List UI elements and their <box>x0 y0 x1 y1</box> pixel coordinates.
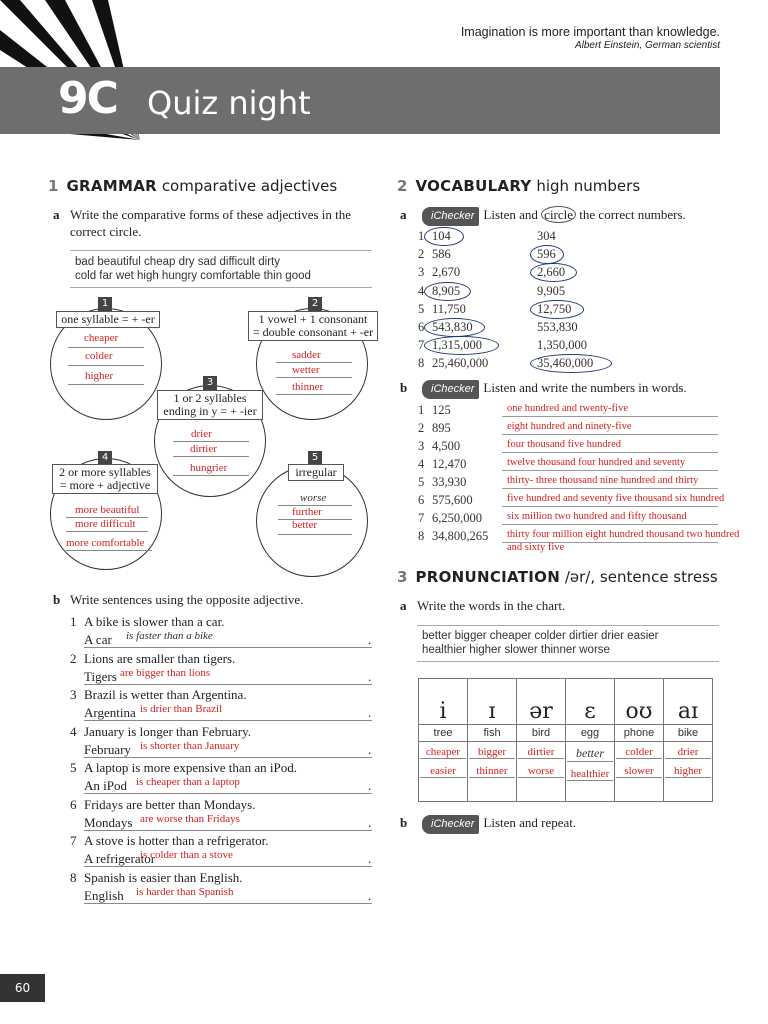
sound-answers <box>664 742 713 802</box>
pair-number: 6 <box>418 320 425 334</box>
answer-text: is faster than a bike <box>126 630 213 642</box>
period: . <box>368 851 372 866</box>
sound-symbol: i <box>419 679 468 725</box>
sentence-number: 3 <box>70 687 77 702</box>
answer-text: bigger <box>469 746 515 759</box>
rule-text-line-2: = double consonant + -er <box>252 325 374 339</box>
word-item-value: 33,930 <box>432 475 467 489</box>
period: . <box>368 668 372 684</box>
word-item-number: 4 <box>418 457 425 471</box>
sentence-prompt: Lions are smaller than tigers. <box>84 650 236 666</box>
sound-answers <box>517 742 566 802</box>
answer-text-given: worse <box>300 492 327 504</box>
sentence-number: 1 <box>70 614 77 629</box>
answer-text: wetter <box>292 364 320 376</box>
pair-left: 1,315,000 <box>432 338 482 353</box>
exercise-label-a: a <box>400 598 407 613</box>
answer-line <box>502 524 718 525</box>
pair-left: 8,905 <box>432 283 461 298</box>
answer-text: colder <box>616 746 662 759</box>
pair-number: 7 <box>418 338 425 353</box>
pair-left: 543,830 <box>432 320 473 334</box>
sentence-number: 8 <box>70 869 77 885</box>
pair-right: 35,460,000 <box>537 356 594 371</box>
pair-left: 25,460,000 <box>432 356 489 371</box>
period: . <box>368 778 372 793</box>
answer-text: healthier <box>567 768 613 781</box>
instruction-part: Listen and <box>483 207 542 222</box>
answer-text: thirty four million eight hundred thousand two hundred <box>507 529 740 540</box>
answer-text: more difficult <box>75 518 136 530</box>
answer-circle <box>530 245 564 264</box>
word-item-number: 7 <box>418 511 425 525</box>
answer-text: is cheaper than a laptop <box>136 776 240 788</box>
quote-block <box>461 25 720 51</box>
pair-right: 1,350,000 <box>537 338 587 353</box>
answer-text: higher <box>665 765 711 778</box>
sentence-prompt: Brazil is wetter than Argentina. <box>84 687 247 702</box>
sound-symbol: ɛ <box>566 679 615 725</box>
answer-text: worse <box>518 765 564 778</box>
sound-symbol: ɪ <box>468 679 517 725</box>
ichecker-badge[interactable]: iChecker <box>422 207 479 226</box>
unit-number: 9C <box>58 73 117 124</box>
rule-box-1 <box>56 311 160 328</box>
sentence-prompt: A laptop is more expensive than an iPod. <box>84 760 298 775</box>
answer-line <box>502 434 718 435</box>
answer-line <box>502 470 718 471</box>
exercise-label-b: b <box>400 815 408 830</box>
answer-text: is colder than a stove <box>140 849 233 861</box>
pair-number: 8 <box>418 356 425 371</box>
word-bank-line-1: bad beautiful cheap dry sad difficult dirty <box>75 256 280 268</box>
answer-text: is shorter than January <box>140 739 240 752</box>
pair-number: 5 <box>418 301 425 316</box>
answer-text: drier <box>665 746 711 759</box>
answer-line <box>502 488 718 489</box>
sentence-start: Mondays <box>84 814 133 830</box>
ichecker-badge[interactable]: iChecker <box>422 815 479 834</box>
sentence-prompt: Spanish is easier than English. <box>84 869 243 885</box>
grammar-heading <box>48 177 337 195</box>
rule-box-4 <box>52 464 158 494</box>
group-number-1: 1 <box>98 297 112 311</box>
sound-answers <box>566 742 615 802</box>
word-item-value: 6,250,000 <box>432 511 482 525</box>
exercise-label-a: a <box>400 207 407 222</box>
sound-word: bird <box>517 725 566 742</box>
word-item-number: 2 <box>418 421 425 435</box>
word-item-value: 575,600 <box>432 493 473 507</box>
sentence-number: 6 <box>70 796 77 812</box>
sentence-number: 2 <box>70 650 77 666</box>
sentence-start: Argentina <box>84 705 136 720</box>
answer-text: four thousand five hundred <box>507 439 622 450</box>
answer-line <box>502 416 718 417</box>
sound-word: phone <box>615 725 664 742</box>
sound-symbol: ər <box>517 679 566 725</box>
pron-heading <box>397 568 718 586</box>
sentence-prompt: January is longer than February. <box>84 723 252 739</box>
word-item-number: 6 <box>418 493 425 507</box>
quote-text: Imagination is more important than knowledge. <box>460 25 720 39</box>
sentence-start: English <box>84 887 124 903</box>
answer-text: and sixty five <box>507 542 565 553</box>
vocab-heading <box>397 177 640 195</box>
word-bank-line-1: better bigger cheaper colder dirtier drier easier <box>422 630 659 642</box>
word-item-value: 125 <box>432 403 451 417</box>
word-item-value: 34,800,265 <box>432 529 489 543</box>
answer-text: five hundred and seventy five thousand six hundred <box>507 493 725 504</box>
section-topic: /ər/, sentence stress <box>564 568 718 586</box>
sound-word: tree <box>419 725 468 742</box>
page-title: Quiz night <box>147 84 311 122</box>
answer-text: better <box>567 746 613 762</box>
answer-text: higher <box>85 370 114 382</box>
page-number: 60 <box>0 974 45 1002</box>
answer-text: thirty- three thousand nine hundred and thirty <box>507 475 699 486</box>
period: . <box>368 741 372 757</box>
answer-text: six million two hundred and fifty thousand <box>507 511 687 522</box>
rule-text-line-1: 1 or 2 syllables <box>173 391 247 405</box>
exercise-instruction <box>422 206 686 226</box>
sentence-start: A refrigerator <box>84 851 156 866</box>
pair-left: 11,750 <box>432 301 466 316</box>
exercise-label-a: a <box>53 207 60 222</box>
answer-circle <box>424 336 499 355</box>
pair-number: 1 <box>418 229 425 243</box>
instruction-part: the correct numbers. <box>576 207 686 222</box>
sentence-start: February <box>84 741 131 757</box>
pair-number: 2 <box>418 247 425 262</box>
exercise-instruction: Write the words in the chart. <box>417 598 566 613</box>
answer-circle <box>424 318 485 337</box>
answer-text: is drier than Brazil <box>140 703 223 715</box>
sentence-start: A car <box>84 632 112 647</box>
answer-text: cheaper <box>420 746 466 759</box>
ichecker-badge[interactable]: iChecker <box>422 380 479 399</box>
rule-box-2 <box>248 311 378 341</box>
pair-right: 596 <box>537 247 556 262</box>
group-number-5: 5 <box>308 451 322 465</box>
sound-answers <box>419 742 468 802</box>
rule-text: irregular <box>295 465 337 479</box>
answer-text: slower <box>616 765 662 778</box>
sentence-prompt: A stove is hotter than a refrigerator. <box>84 833 269 848</box>
answer-text: one hundred and twenty-five <box>507 403 629 414</box>
answer-text: is harder than Spanish <box>136 885 234 898</box>
section-title: PRONUNCIATION <box>415 568 561 586</box>
pair-right: 9,905 <box>537 283 566 298</box>
period: . <box>368 705 372 720</box>
pair-right: 12,750 <box>537 301 572 316</box>
section-topic: high numbers <box>536 177 641 195</box>
period: . <box>368 814 372 830</box>
word-item-number: 8 <box>418 529 425 543</box>
answer-text: eight hundred and ninety-five <box>507 421 632 432</box>
sound-chart <box>418 678 713 802</box>
answer-text: better <box>292 519 318 531</box>
section-number: 1 <box>48 177 59 195</box>
sound-word: fish <box>468 725 517 742</box>
pair-right: 553,830 <box>537 320 578 334</box>
sentence-start: An iPod <box>84 778 127 793</box>
pair-right: 304 <box>537 229 556 243</box>
rule-text-line-2: = more + adjective <box>59 478 151 492</box>
answer-text: easier <box>420 765 466 778</box>
answer-text: dirtier <box>190 443 217 455</box>
answer-line <box>502 452 718 453</box>
rule-text: one syllable = + -er <box>61 312 155 326</box>
period: . <box>368 632 372 647</box>
section-number: 2 <box>397 177 408 195</box>
answer-text: more comfortable <box>66 537 145 549</box>
group-number-4: 4 <box>98 451 112 465</box>
pair-left: 2,670 <box>432 265 461 280</box>
sound-word: egg <box>566 725 615 742</box>
answer-text: are bigger than lions <box>120 666 211 679</box>
exercise-instruction <box>422 814 576 834</box>
word-bank-line-2: healthier higher slower thinner worse <box>422 644 610 656</box>
section-title: VOCABULARY <box>415 177 532 195</box>
exercise-instruction: Write the comparative forms of these adjectives in the correct circle. <box>70 207 352 239</box>
word-bank-line-2: cold far wet high hungry comfortable thin good <box>75 270 311 282</box>
exercise-instruction <box>422 379 687 399</box>
rule-box-3 <box>157 390 263 420</box>
answer-text: thinner <box>469 765 515 778</box>
period: . <box>368 887 372 903</box>
sentence-start: Tigers <box>84 668 117 684</box>
word-item-value: 12,470 <box>432 457 467 471</box>
sentence-prompt: A bike is slower than a car. <box>84 614 225 629</box>
sentence-number: 7 <box>70 833 77 848</box>
answer-text: are worse than Fridays <box>140 812 240 825</box>
answer-text: hungrier <box>190 462 228 474</box>
answer-text: twelve thousand four hundred and seventy <box>507 457 686 468</box>
pair-left: 104 <box>432 229 451 243</box>
pair-right: 2,660 <box>537 265 566 280</box>
answer-line <box>502 506 718 507</box>
section-topic: comparative adjectives <box>161 177 338 195</box>
answer-text: more beautiful <box>75 504 140 516</box>
exercise-label-b: b <box>53 592 61 607</box>
section-title: GRAMMAR <box>66 177 158 195</box>
word-item-value: 895 <box>432 421 451 435</box>
sound-symbol: oʊ <box>615 679 664 725</box>
sound-symbol: aɪ <box>664 679 713 725</box>
pair-number: 3 <box>418 265 425 280</box>
answer-circle <box>424 227 464 246</box>
answer-circle <box>424 282 471 301</box>
word-item-value: 4,500 <box>432 439 461 453</box>
answer-circle <box>530 263 577 282</box>
answer-text: colder <box>85 350 113 362</box>
rule-text-line-1: 1 vowel + 1 consonant <box>258 312 368 326</box>
answer-circle <box>530 300 584 319</box>
answer-text: cheaper <box>84 332 119 344</box>
sound-answers <box>468 742 517 802</box>
sound-answers <box>615 742 664 802</box>
exercise-instruction: Write sentences using the opposite adjective. <box>70 592 304 607</box>
rule-text-line-1: 2 or more syllables <box>59 465 151 479</box>
word-item-number: 3 <box>418 439 425 453</box>
sentence-number: 5 <box>70 760 77 775</box>
section-number: 3 <box>397 568 408 586</box>
instruction-text: Listen and write the numbers in words. <box>483 380 687 395</box>
group-number-2: 2 <box>308 297 322 311</box>
pair-left: 586 <box>432 247 451 262</box>
quote-author: Albert Einstein, German scientist <box>574 40 720 51</box>
group-number-3: 3 <box>203 376 217 390</box>
answer-text: drier <box>191 428 212 440</box>
word-item-number: 5 <box>418 475 425 489</box>
rule-text-line-2: ending in y = + -ier <box>163 404 257 418</box>
rule-box-5 <box>288 464 344 481</box>
answer-text: thinner <box>292 381 324 393</box>
pair-number: 4 <box>418 283 425 298</box>
answer-text: dirtier <box>518 746 564 759</box>
answer-text: further <box>292 506 322 518</box>
sentence-number: 4 <box>70 723 77 739</box>
answer-text: sadder <box>292 349 321 361</box>
sound-word: bike <box>664 725 713 742</box>
instruction-circle-word: circle <box>541 206 576 223</box>
instruction-text: Listen and repeat. <box>483 815 577 830</box>
word-item-number: 1 <box>418 403 425 417</box>
exercise-label-b: b <box>400 380 408 395</box>
sentence-prompt: Fridays are better than Mondays. <box>84 796 256 812</box>
